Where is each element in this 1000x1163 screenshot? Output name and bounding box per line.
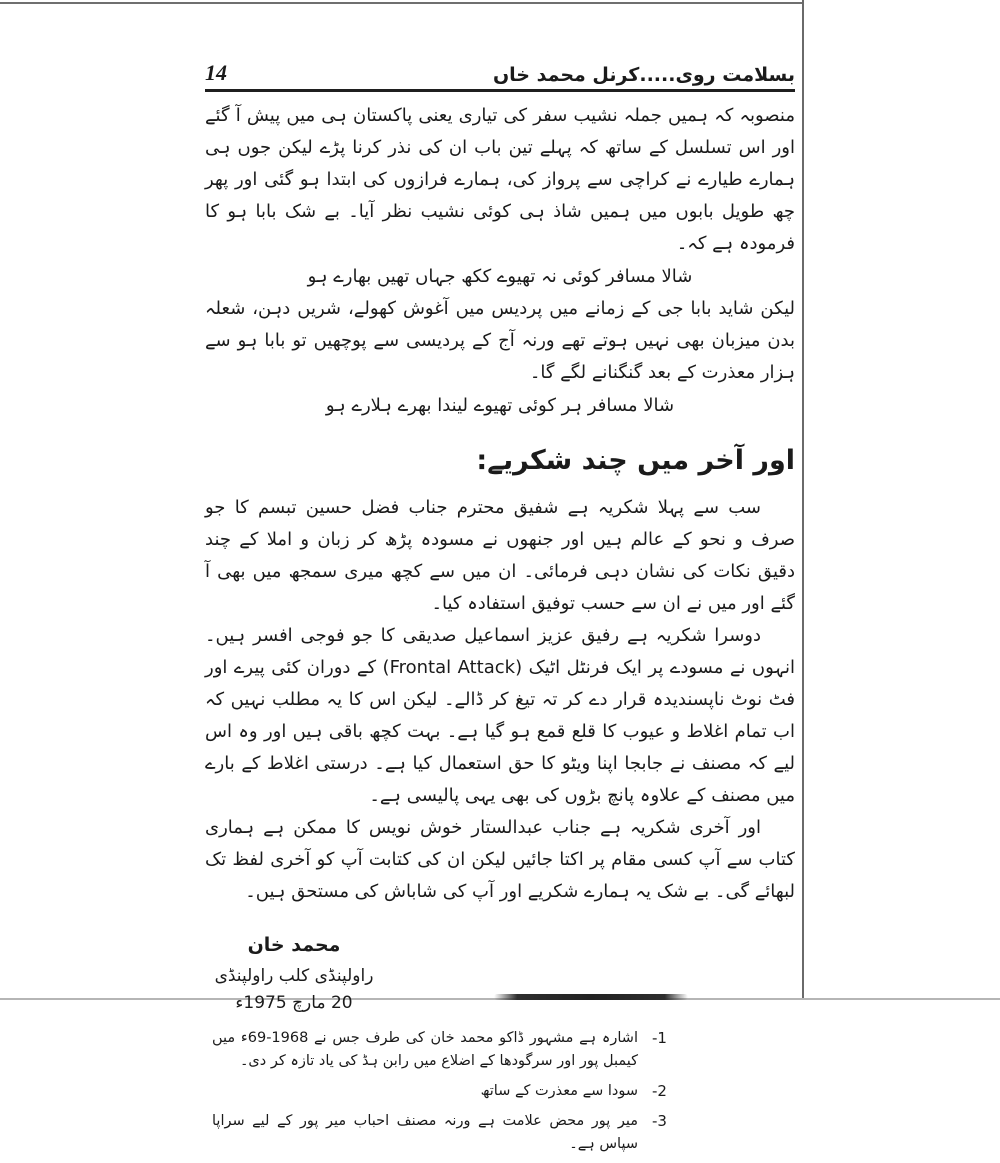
- footnote-marker-2: -2: [652, 1082, 667, 1100]
- footnote-marker-1: -1: [652, 1029, 667, 1047]
- paragraph-5: اور آخری شکریہ ہے جناب عبدالستار خوش نویس کا ممکن ہے ہماری کتاب سے آپ کسی مقام پر اکتا جائیں لیکن ان کی کتابت آپ کو آخری لفظ تک لبھائے گی۔ بے شک یہ ہمارے شکریے اور آپ کی شاباش کی مستحق ہیں۔: [205, 817, 795, 902]
- signature-place: راولپنڈی کلب راولپنڈی: [214, 966, 374, 986]
- header-rule: [205, 89, 795, 92]
- body-text: [205, 100, 795, 908]
- footnote-text-3: میر پور محض علامت ہے ورنہ مصنف احباب میر پور کے لیے سراپا سپاس ہے۔: [212, 1113, 638, 1152]
- paragraph-2: لیکن شاید بابا جی کے زمانے میں پردیس میں آغوش کھولے، شریں دہن، شعلہ بدن میزبان بھی نہیں ہوتے تھے ورنہ آج کے پردیسی سے پوچھیں تو بابا ہو سے ہزار معذرت کے بعد گنگنانے لگے گا۔: [205, 298, 795, 383]
- paragraph-4: دوسرا شکریہ ہے رفیق عزیز اسماعیل صدیقی کا جو فوجی افسر ہیں۔ انہوں نے مسودے پر ایک فرنٹل اٹیک (Frontal Attack) کے دوران کئی پیرے اور فٹ نوٹ ناپسندیدہ قرار دے کر تہ تیغ کر ڈالے۔ لیکن اس کا یہ مطلب نہیں کہ اب تمام اغلاط و عیوب کا قلع قمع ہو گیا ہے۔ بہت کچھ باقی ہیں اور وہ اس لیے کہ مصنف نے جابجا اپنا ویٹو کا حق استعمال کیا ہے۔ درستی اغلاط کے بارے میں مصنف کے علاوہ پانچ بڑوں کی بھی یہی پالیسی ہے۔: [205, 625, 796, 806]
- footnote-row: [212, 1080, 682, 1103]
- paragraph-1: منصوبہ کہ ہمیں جملہ نشیب سفر کی تیاری یعنی پاکستان ہی میں پیش آ گئے اور اس تسلسل کے ساتھ کہ پہلے تین باب ان کی نذر کرنا پڑے لیکن جوں ہی ہمارے طیارے نے کراچی سے پرواز کی، ہمارے فرازوں کی ابتدا ہو گئی اور پھر چھ طویل بابوں میں ہمیں شاذ ہی کوئی نشیب نظر آیا۔ بے شک بابا ہو کا فرمودہ ہے کہ۔: [205, 105, 795, 254]
- running-header-title: بسلامت روی.....کرنل محمد خاں: [492, 64, 795, 86]
- verse-line-1: شالا مسافر کوئی نہ تھیوے ککھ جہاں تھیں بھارے ہو: [307, 266, 693, 287]
- paragraph-3: سب سے پہلا شکریہ ہے شفیق محترم جناب فضل حسین تبسم کا جو صرف و نحو کے عالم ہیں اور جنھوں نے مسودہ پڑھ کر زبان و املا کے چند دقیق نکات کی نشان دہی فرمائی۔ ان میں سے کچھ میری سمجھ میں بھی آ گئے اور میں نے ان سے حسب توفیق استفادہ کیا۔: [205, 497, 795, 614]
- page-column: [205, 0, 795, 1163]
- signature-date: 20 مارچ 1975ء: [235, 993, 353, 1013]
- footnotes: [212, 1027, 682, 1156]
- section-heading: اور آخر میں چند شکریے:: [476, 445, 795, 476]
- running-header: [205, 50, 795, 86]
- footnote-row: [212, 1110, 682, 1156]
- author-name: محمد خان: [247, 934, 341, 956]
- signature-block: [205, 932, 383, 1017]
- page-number: 14: [205, 60, 227, 85]
- footnote-row: [212, 1027, 682, 1073]
- footnote-text-2: سودا سے معذرت کے ساتھ: [480, 1083, 638, 1099]
- footnote-text-1: اشارہ ہے مشہور ڈاکو محمد خان کی طرف جس نے 1968-69ء میں کیمبل پور اور سرگودھا کے اضلاع میں رابن ہڈ کی یاد تازہ کر دی۔: [212, 1030, 638, 1069]
- footnote-marker-3: -3: [652, 1112, 667, 1130]
- page-edge-line: [802, 0, 804, 1000]
- verse-line-2: شالا مسافر ہر کوئی تھیوے لیندا بھرے ہلارے ہو: [325, 395, 675, 416]
